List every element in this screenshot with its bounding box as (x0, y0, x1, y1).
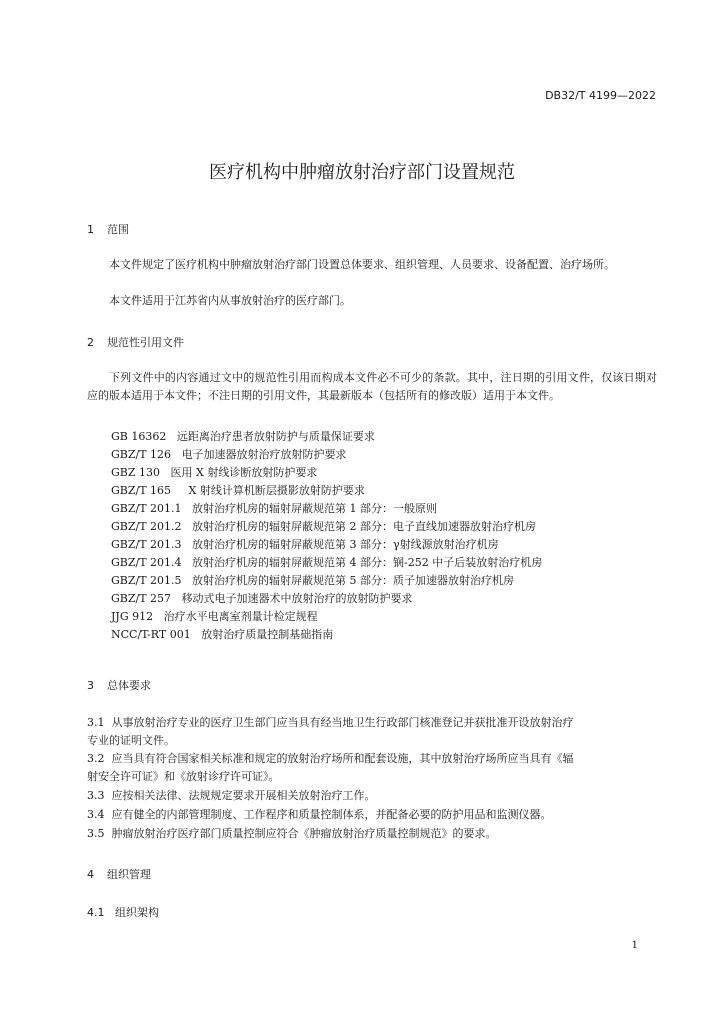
section-number: 4 (87, 868, 94, 881)
references-intro: 下列文件中的内容通过文中的规范性引用而构成本文件必不可少的条款。其中，注日期的引用文件，仅该日期对应的版本适用于本文件；不注日期的引用文件，其最新版本（包括所有的修改版）适用于本文件。 (87, 371, 657, 402)
reference-list (111, 428, 542, 644)
section-title: 规范性引用文件 (107, 336, 184, 349)
reference-item: GBZ 130 医用 X 射线诊断放射防护要求 (111, 466, 318, 479)
clause-3-5: 3.5 肿瘤放射治疗医疗部门质量控制应符合《肿瘤放射治疗质量控制规范》的要求。 (87, 827, 497, 840)
clause-3-1-cont: 专业的证明文件。 (87, 734, 175, 747)
page-number: 1 (631, 940, 638, 951)
reference-item: GBZ/T 201.4 放射治疗机房的辐射屏蔽规范第 4 部分：锎-252 中子后装放射治疗机房 (111, 556, 543, 569)
clause-3-2: 3.2 应当具有符合国家相关标准和规定的放射治疗场所和配套设施，其中放射治疗场所应当具有《辐 (87, 752, 574, 765)
section-number: 3 (87, 679, 94, 692)
reference-item: GBZ/T 201.1 放射治疗机房的辐射屏蔽规范第 1 部分：一般原则 (111, 502, 438, 515)
clause-3-2-cont: 射安全许可证》和《放射诊疗许可证》。 (87, 770, 280, 783)
standard-number: DB32/T 4199—2022 (545, 89, 656, 102)
reference-item: GBZ/T 257 移动式电子加速器术中放射治疗的放射防护要求 (111, 592, 413, 605)
section-3-heading (87, 677, 151, 693)
section-1-heading (87, 221, 129, 237)
reference-item: GBZ/T 201.2 放射治疗机房的辐射屏蔽规范第 2 部分：电子直线加速器放射治疗机房 (111, 520, 537, 533)
reference-item: GBZ/T 201.3 放射治疗机房的辐射屏蔽规范第 3 部分：γ射线源放射治疗机房 (111, 538, 499, 551)
clause-3-3: 3.3 应按相关法律、法规规定要求开展相关放射治疗工作。 (87, 789, 376, 802)
subsection-4-1-heading: 4.1 组织架构 (87, 906, 159, 919)
reference-item: GBZ/T 165 X 射线计算机断层摄影放射防护要求 (111, 484, 365, 497)
reference-item: GBZ/T 126 电子加速器放射治疗放射防护要求 (111, 448, 347, 461)
reference-item: NCC/T-RT 001 放射治疗质量控制基础指南 (111, 628, 334, 641)
section-4-heading (87, 866, 151, 882)
section-title: 总体要求 (107, 679, 151, 692)
reference-item: GB 16362 远距离治疗患者放射防护与质量保证要求 (111, 430, 375, 443)
reference-item: JJG 912 治疗水平电离室剂量计检定规程 (111, 610, 318, 623)
section-number: 1 (87, 223, 94, 236)
section-title: 组织管理 (107, 868, 151, 881)
reference-item: GBZ/T 201.5 放射治疗机房的辐射屏蔽规范第 5 部分：质子加速器放射治疗机房 (111, 574, 515, 587)
clause-3-4: 3.4 应有健全的内部管理制度、工作程序和质量控制体系，并配备必要的防护用品和监测仪器。 (87, 808, 552, 821)
document-title: 医疗机构中肿瘤放射治疗部门设置规范 (209, 162, 515, 183)
section-number: 2 (87, 336, 94, 349)
section-2-heading (87, 334, 184, 350)
section-title: 范围 (107, 223, 129, 236)
scope-paragraph: 本文件规定了医疗机构中肿瘤放射治疗部门设置总体要求、组织管理、人员要求、设备配置、治疗场所。 (109, 258, 615, 271)
scope-applicability: 本文件适用于江苏省内从事放射治疗的医疗部门。 (109, 294, 351, 307)
clause-3-1: 3.1 从事放射治疗专业的医疗卫生部门应当具有经当地卫生行政部门核准登记并获批准开设放射治疗 (87, 716, 574, 729)
